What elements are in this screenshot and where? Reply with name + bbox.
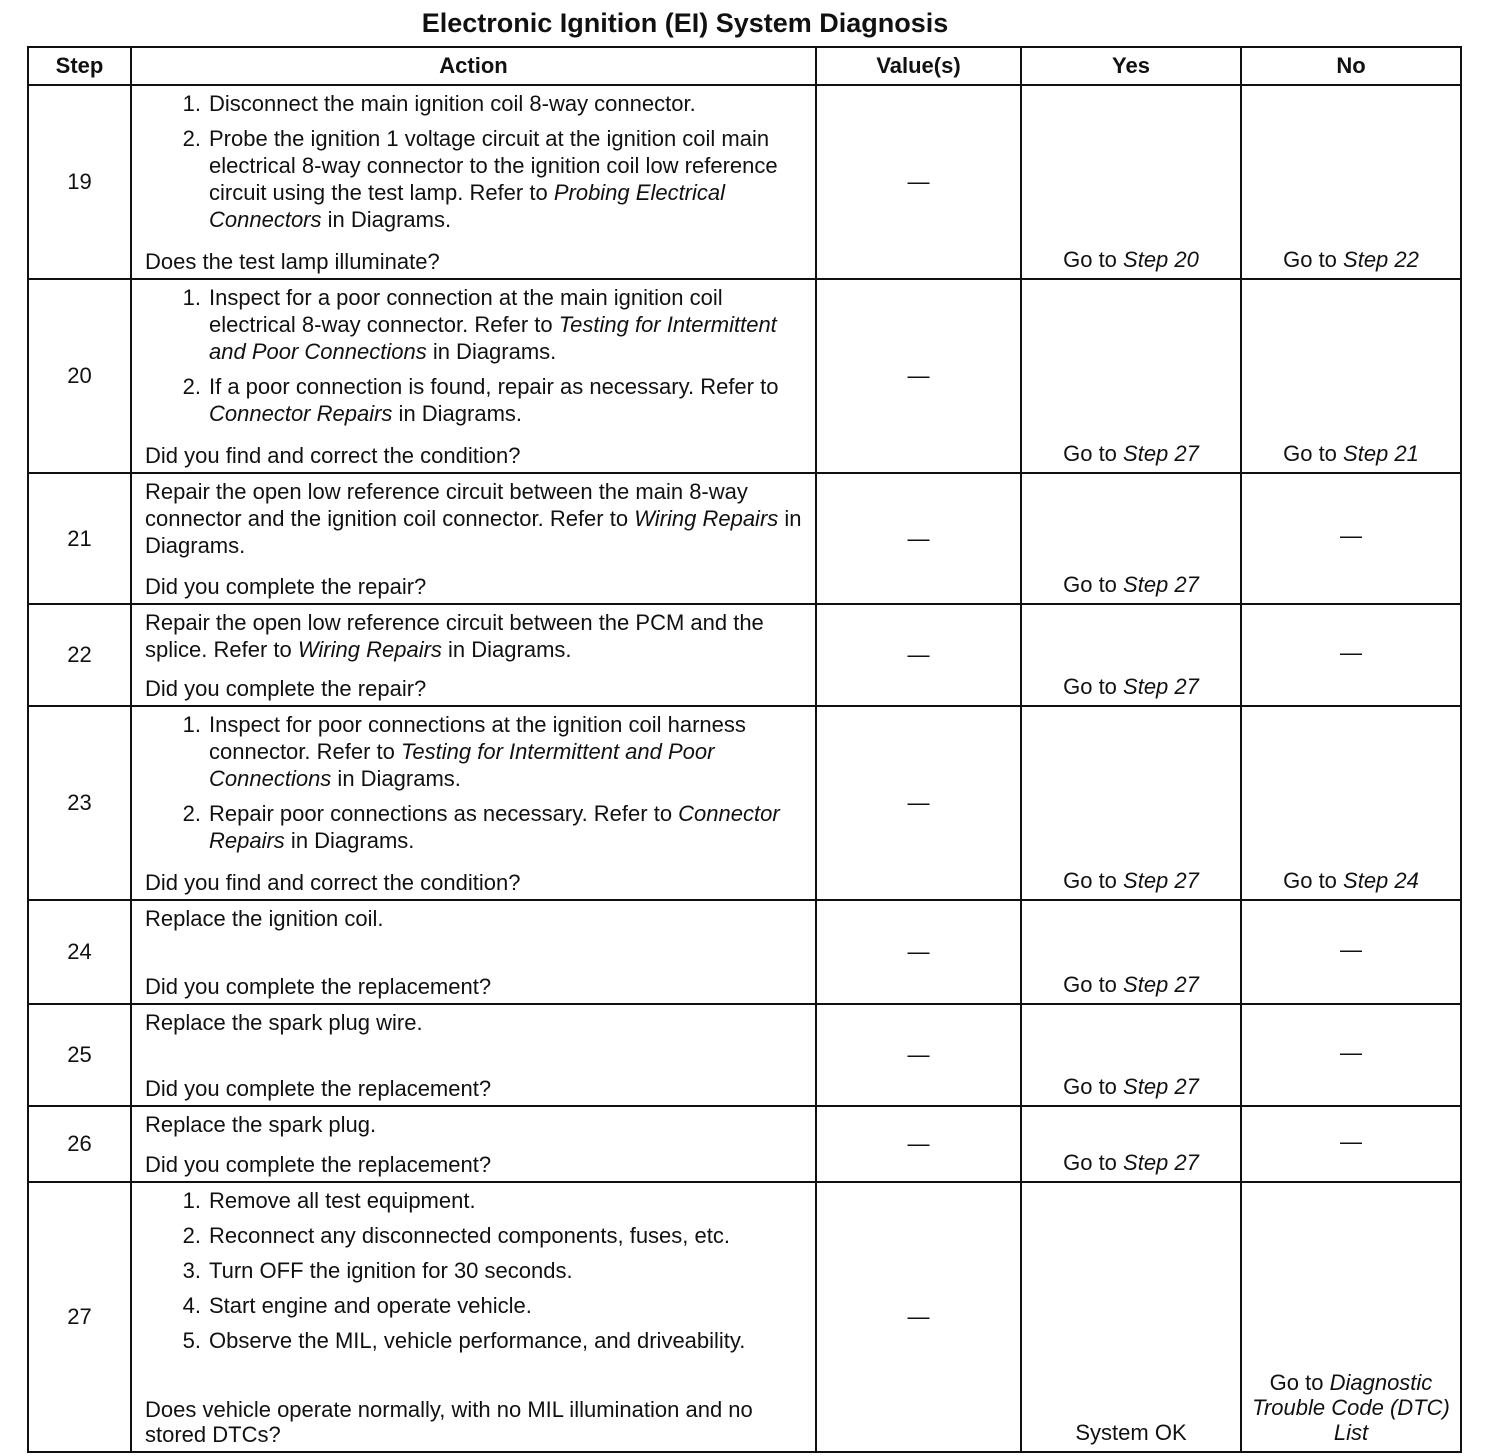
- action-steps: [145, 1111, 805, 1146]
- text-segment: in Diagrams.: [145, 506, 802, 558]
- text-segment: Go to: [1283, 868, 1344, 893]
- action-steps: [145, 711, 805, 862]
- item-number: 1.: [182, 712, 201, 737]
- item-number: 1.: [182, 1188, 201, 1213]
- text-segment: Go to: [1063, 572, 1124, 597]
- text-segment: Go to: [1063, 247, 1124, 272]
- text-segment: Replace the spark plug.: [145, 1112, 377, 1137]
- step-number: 24: [28, 900, 131, 1004]
- italic-reference: Step 22: [1343, 247, 1419, 272]
- step-number: 26: [28, 1106, 131, 1182]
- numbered-item: [145, 1187, 805, 1214]
- table-row: [28, 604, 1461, 706]
- text-segment: System OK: [1075, 1420, 1187, 1445]
- italic-reference: Step 27: [1123, 868, 1199, 893]
- item-text: [209, 1257, 573, 1284]
- item-text: [209, 1222, 730, 1249]
- numbered-item: [145, 373, 805, 427]
- action-content: [145, 1187, 805, 1447]
- yes-cell: [1021, 706, 1241, 900]
- text-segment: in Diagrams.: [426, 339, 557, 364]
- value-cell: —: [816, 1182, 1021, 1452]
- value-cell: —: [816, 900, 1021, 1004]
- italic-reference: Probing Electrical Connectors: [209, 180, 726, 232]
- text-segment: Go to: [1063, 972, 1124, 997]
- no-cell: [1241, 1182, 1461, 1452]
- italic-reference: Diagnostic Trouble Code (DTC) List: [1252, 1370, 1450, 1445]
- text-segment: Go to: [1283, 247, 1344, 272]
- action-question: Did you find and correct the condition?: [145, 443, 521, 468]
- yes-cell: [1021, 604, 1241, 706]
- italic-reference: Testing for Intermittent and Poor Connections: [209, 312, 777, 364]
- action-content: [145, 90, 805, 274]
- header-values: Value(s): [816, 47, 1021, 85]
- item-text: [209, 373, 805, 427]
- table-row: [28, 1106, 1461, 1182]
- item-number: 1.: [182, 91, 201, 116]
- text-segment: in Diagrams.: [331, 766, 461, 791]
- no-cell: [1241, 604, 1461, 706]
- text-segment: —: [1340, 523, 1362, 548]
- header-step: Step: [28, 47, 131, 85]
- yes-cell: [1021, 1182, 1241, 1452]
- italic-reference: Step 27: [1123, 1150, 1199, 1175]
- item-text: [209, 800, 805, 854]
- item-text: [209, 1187, 476, 1214]
- action-question: Did you find and correct the condition?: [145, 870, 521, 895]
- item-number: 1.: [182, 285, 201, 310]
- yes-cell: [1021, 1004, 1241, 1106]
- item-text: [209, 125, 805, 233]
- text-segment: —: [1340, 1039, 1362, 1065]
- header-action: Action: [131, 47, 816, 85]
- item-number: 3.: [182, 1258, 201, 1283]
- text-segment: Replace the ignition coil.: [145, 906, 384, 931]
- action-steps: [145, 284, 805, 435]
- text-segment: in Diagrams.: [392, 401, 523, 426]
- action-question: Did you complete the replacement?: [145, 1076, 492, 1101]
- action-cell: [131, 279, 816, 473]
- action-steps: [145, 609, 805, 671]
- text-segment: Go to: [1063, 674, 1124, 699]
- text-segment: Remove all test equipment.: [209, 1188, 476, 1213]
- item-text: [209, 90, 696, 117]
- no-cell: [1241, 85, 1461, 279]
- no-cell: [1241, 1106, 1461, 1182]
- text-segment: —: [1340, 936, 1362, 962]
- action-cell: [131, 1106, 816, 1182]
- table-row: [28, 706, 1461, 900]
- action-question: Did you complete the replacement?: [145, 974, 492, 999]
- value-cell: —: [816, 604, 1021, 706]
- italic-reference: Testing for Intermittent and Poor Connections: [209, 739, 715, 791]
- yes-cell: [1021, 473, 1241, 604]
- text-segment: Turn OFF the ignition for 30 seconds.: [209, 1258, 573, 1283]
- action-steps: [145, 478, 805, 567]
- item-number: 4.: [182, 1293, 201, 1318]
- text-segment: Inspect for a poor connection at the main ignition coil electrical 8-way connector. Refer to: [209, 285, 723, 337]
- action-paragraph: [145, 478, 805, 559]
- action-question: Does the test lamp illuminate?: [145, 249, 440, 274]
- yes-cell: [1021, 85, 1241, 279]
- item-number: 2.: [182, 1223, 201, 1248]
- table-row: [28, 473, 1461, 604]
- step-number: 20: [28, 279, 131, 473]
- yes-cell: [1021, 900, 1241, 1004]
- action-content: [145, 478, 805, 599]
- action-cell: [131, 604, 816, 706]
- italic-reference: Step 27: [1123, 572, 1199, 597]
- action-question: Did you complete the repair?: [145, 574, 427, 599]
- header-no: No: [1241, 47, 1461, 85]
- item-text: [209, 1327, 745, 1354]
- action-steps: [145, 90, 805, 241]
- action-paragraph: [145, 1111, 805, 1138]
- action-content: [145, 711, 805, 895]
- text-segment: Go to: [1283, 441, 1344, 466]
- step-number: 27: [28, 1182, 131, 1452]
- action-steps: [145, 1187, 805, 1362]
- no-cell: [1241, 706, 1461, 900]
- value-cell: —: [816, 279, 1021, 473]
- text-segment: Go to: [1063, 1074, 1124, 1099]
- numbered-item: [145, 1327, 805, 1354]
- value-cell: —: [816, 1106, 1021, 1182]
- table-row: [28, 900, 1461, 1004]
- action-cell: [131, 706, 816, 900]
- text-segment: Inspect for poor connections at the ignition coil harness connector. Refer to: [209, 712, 746, 764]
- text-segment: Probe the ignition 1 voltage circuit at the ignition coil main electrical 8-way connector to the ignition coil low reference circuit using the test lamp. Refer to: [209, 126, 778, 205]
- value-cell: —: [816, 706, 1021, 900]
- item-text: [209, 1292, 532, 1319]
- item-text: [209, 711, 805, 792]
- action-content: [145, 905, 805, 999]
- text-segment: —: [1340, 639, 1362, 665]
- italic-reference: Step 24: [1343, 868, 1419, 893]
- numbered-item: [145, 125, 805, 233]
- numbered-item: [145, 1292, 805, 1319]
- text-segment: in Diagrams.: [441, 637, 572, 662]
- table-row: [28, 85, 1461, 279]
- text-segment: Start engine and operate vehicle.: [209, 1293, 532, 1318]
- item-number: 2.: [182, 374, 201, 399]
- italic-reference: Step 27: [1123, 972, 1199, 997]
- text-segment: If a poor connection is found, repair as necessary. Refer to: [209, 374, 779, 399]
- action-steps: [145, 905, 805, 940]
- text-segment: Go to: [1063, 441, 1124, 466]
- action-cell: [131, 85, 816, 279]
- numbered-item: [145, 711, 805, 792]
- no-cell: [1241, 1004, 1461, 1106]
- text-segment: Repair the open low reference circuit between the PCM and the splice. Refer to: [145, 610, 764, 662]
- value-cell: —: [816, 85, 1021, 279]
- numbered-item: [145, 1257, 805, 1284]
- item-number: 2.: [182, 801, 201, 826]
- italic-reference: Step 21: [1343, 441, 1419, 466]
- step-number: 23: [28, 706, 131, 900]
- item-text: [209, 284, 805, 365]
- item-number: 5.: [182, 1328, 201, 1353]
- text-segment: in Diagrams.: [284, 828, 415, 853]
- action-paragraph: [145, 609, 805, 663]
- text-segment: Go to: [1063, 868, 1124, 893]
- step-number: 19: [28, 85, 131, 279]
- no-cell: [1241, 279, 1461, 473]
- text-segment: Replace the spark plug wire.: [145, 1010, 423, 1035]
- numbered-item: [145, 800, 805, 854]
- numbered-item: [145, 90, 805, 117]
- no-cell: [1241, 473, 1461, 604]
- action-steps: [145, 1009, 805, 1044]
- action-cell: [131, 1182, 816, 1452]
- action-question: Does vehicle operate normally, with no MIL illumination and no stored DTCs?: [145, 1397, 753, 1447]
- yes-cell: [1021, 279, 1241, 473]
- action-content: [145, 1111, 805, 1177]
- italic-reference: Step 27: [1123, 441, 1199, 466]
- italic-reference: Step 27: [1123, 674, 1199, 699]
- text-segment: in Diagrams.: [321, 207, 452, 232]
- italic-reference: Wiring Repairs: [297, 637, 442, 662]
- diagnosis-table: [27, 46, 1462, 1453]
- numbered-item: [145, 284, 805, 365]
- text-segment: Observe the MIL, vehicle performance, and driveability.: [209, 1328, 746, 1353]
- action-cell: [131, 473, 816, 604]
- table-row: [28, 279, 1461, 473]
- header-yes: Yes: [1021, 47, 1241, 85]
- text-segment: Repair the open low reference circuit between the main 8-way connector and the ignition coil connector. Refer to: [145, 479, 748, 531]
- text-segment: Disconnect the main ignition coil 8-way connector.: [209, 91, 696, 116]
- no-cell: [1241, 900, 1461, 1004]
- text-segment: Go to: [1269, 1370, 1330, 1395]
- italic-reference: Wiring Repairs: [634, 506, 779, 531]
- action-question: Did you complete the replacement?: [145, 1152, 492, 1177]
- step-number: 25: [28, 1004, 131, 1106]
- action-content: [145, 609, 805, 701]
- action-paragraph: [145, 1009, 805, 1036]
- text-segment: —: [1340, 1128, 1362, 1154]
- text-segment: Repair poor connections as necessary. Refer to: [209, 801, 679, 826]
- value-cell: —: [816, 1004, 1021, 1106]
- action-cell: [131, 1004, 816, 1106]
- action-paragraph: [145, 905, 805, 932]
- italic-reference: Connector Repairs: [209, 801, 780, 853]
- action-cell: [131, 900, 816, 1004]
- action-content: [145, 284, 805, 468]
- table-row: [28, 1182, 1461, 1452]
- action-question: Did you complete the repair?: [145, 676, 427, 701]
- text-segment: Go to: [1063, 1150, 1124, 1175]
- numbered-item: [145, 1222, 805, 1249]
- action-content: [145, 1009, 805, 1101]
- item-number: 2.: [182, 126, 201, 151]
- header-row: [28, 47, 1461, 85]
- yes-cell: [1021, 1106, 1241, 1182]
- italic-reference: Step 27: [1123, 1074, 1199, 1099]
- italic-reference: Step 20: [1123, 247, 1199, 272]
- step-number: 21: [28, 473, 131, 604]
- page-title: Electronic Ignition (EI) System Diagnosis: [421, 8, 949, 38]
- text-segment: Reconnect any disconnected components, fuses, etc.: [209, 1223, 730, 1248]
- value-cell: —: [816, 473, 1021, 604]
- italic-reference: Connector Repairs: [209, 401, 393, 426]
- table-row: [28, 1004, 1461, 1106]
- step-number: 22: [28, 604, 131, 706]
